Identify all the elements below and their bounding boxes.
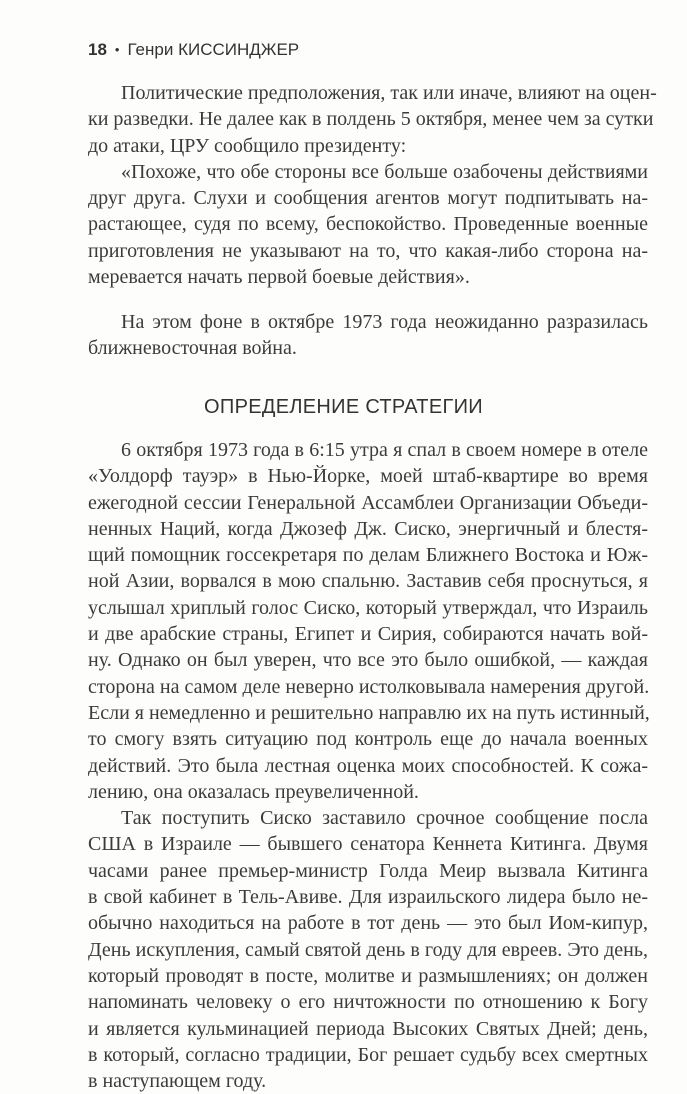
text-line: обычно находиться на работе в тот день — это был Иом-кипур, [88,912,648,935]
text-line: «Уолдорф тауэр» в Нью-Йорке, моей штаб-квартире во время [88,465,648,488]
text-line: до атаки, ЦРУ сообщило президенту: [88,134,407,157]
text-line: Если я немедленно и решительно направлю их на путь истинный, [88,701,650,724]
paragraph-strategy [88,437,648,1094]
text-line: ближневосточная война. [88,337,297,360]
text-line: Политические предположения, так или иначе, влияют на оцен- [121,82,657,104]
text-line: часами ранее премьер-министр Голда Меир вызвала Китинга [88,859,648,882]
text-line: в свой кабинет в Тель-Авиве. Для израильского лидера было не- [88,886,648,909]
text-line: ненных Наций, когда Джозеф Дж. Сиско, энергичный и блестя- [88,517,648,540]
paragraph-intelligence [88,80,657,290]
text-line: щий помощник госсекретаря по делам Ближнего Востока и Юж- [88,544,648,567]
text-line: в который, согласно традиции, Бог решает судьбу всех смертных [88,1043,648,1066]
text-line: ки разведки. Не далее как в полдень 5 октября, менее чем за сутки [88,108,654,131]
text-line: лению, она оказалась преувеличенной. [88,780,419,803]
section-heading: ОПРЕДЕЛЕНИЕ СТРАТЕГИИ [204,396,483,418]
text-line: напоминать человеку о его ничтожности по отношению к Богу [88,991,648,1014]
text-line: День искупления, самый святой день в году для евреев. Это день, [88,938,648,961]
text-line: На этом фоне в октябре 1973 года неожиданно разразилась [121,311,648,333]
text-line: ной Азии, ворвался в мою спальню. Заставив себя проснуться, я [88,570,648,593]
text-line: меревается начать первой боевые действия». [88,266,470,289]
running-header [88,40,299,60]
text-line: Так поступить Сиско заставило срочное сообщение посла [121,807,648,830]
text-line: ну. Однако он был уверен, что все это было ошибкой, — каждая [88,649,648,672]
text-line: 6 октября 1973 года в 6:15 утра я спал в своем номере в отеле [121,439,648,461]
text-line: который проводят в посте, молитве и размышлениях; он должен [88,964,648,987]
text-line: в наступающем году. [88,1070,267,1093]
text-line: растающее, судя по всему, беспокойство. Проведенные военные [88,213,648,236]
text-line: то смогу взять ситуацию под контроль еще до начала военных [88,728,648,751]
text-line: действий. Это была лестная оценка моих способностей. К сожа- [88,754,648,777]
text-line: услышал хриплый голос Сиско, который утверждал, что Израиль [88,596,648,619]
text-line: ежегодной сессии Генеральной Ассамблеи Организации Объеди- [88,491,648,514]
text-line: сторона на самом деле неверно истолковывала намерения другой. [88,675,650,698]
text-line: и две арабские страны, Египет и Сирия, собираются начать вой- [88,623,648,646]
page-number: 18 [88,40,107,59]
text-line: приготовления не указывают на то, что какая-либо сторона на- [88,239,648,262]
text-line: США в Израиле — бывшего сенатора Кеннета Китинга. Двумя [88,833,648,856]
bullet-separator: • [114,42,120,57]
paragraph-war-outbreak [88,309,648,362]
text-line: друг друга. Слухи и сообщения агентов могут подпитывать на- [88,187,648,210]
text-line: «Похоже, что обе стороны все больше озабочены действиями [121,160,648,183]
text-line: и является кульминацией периода Высоких Святых Дней; день, [88,1017,648,1040]
author-name: Генри КИССИНДЖЕР [127,40,300,59]
